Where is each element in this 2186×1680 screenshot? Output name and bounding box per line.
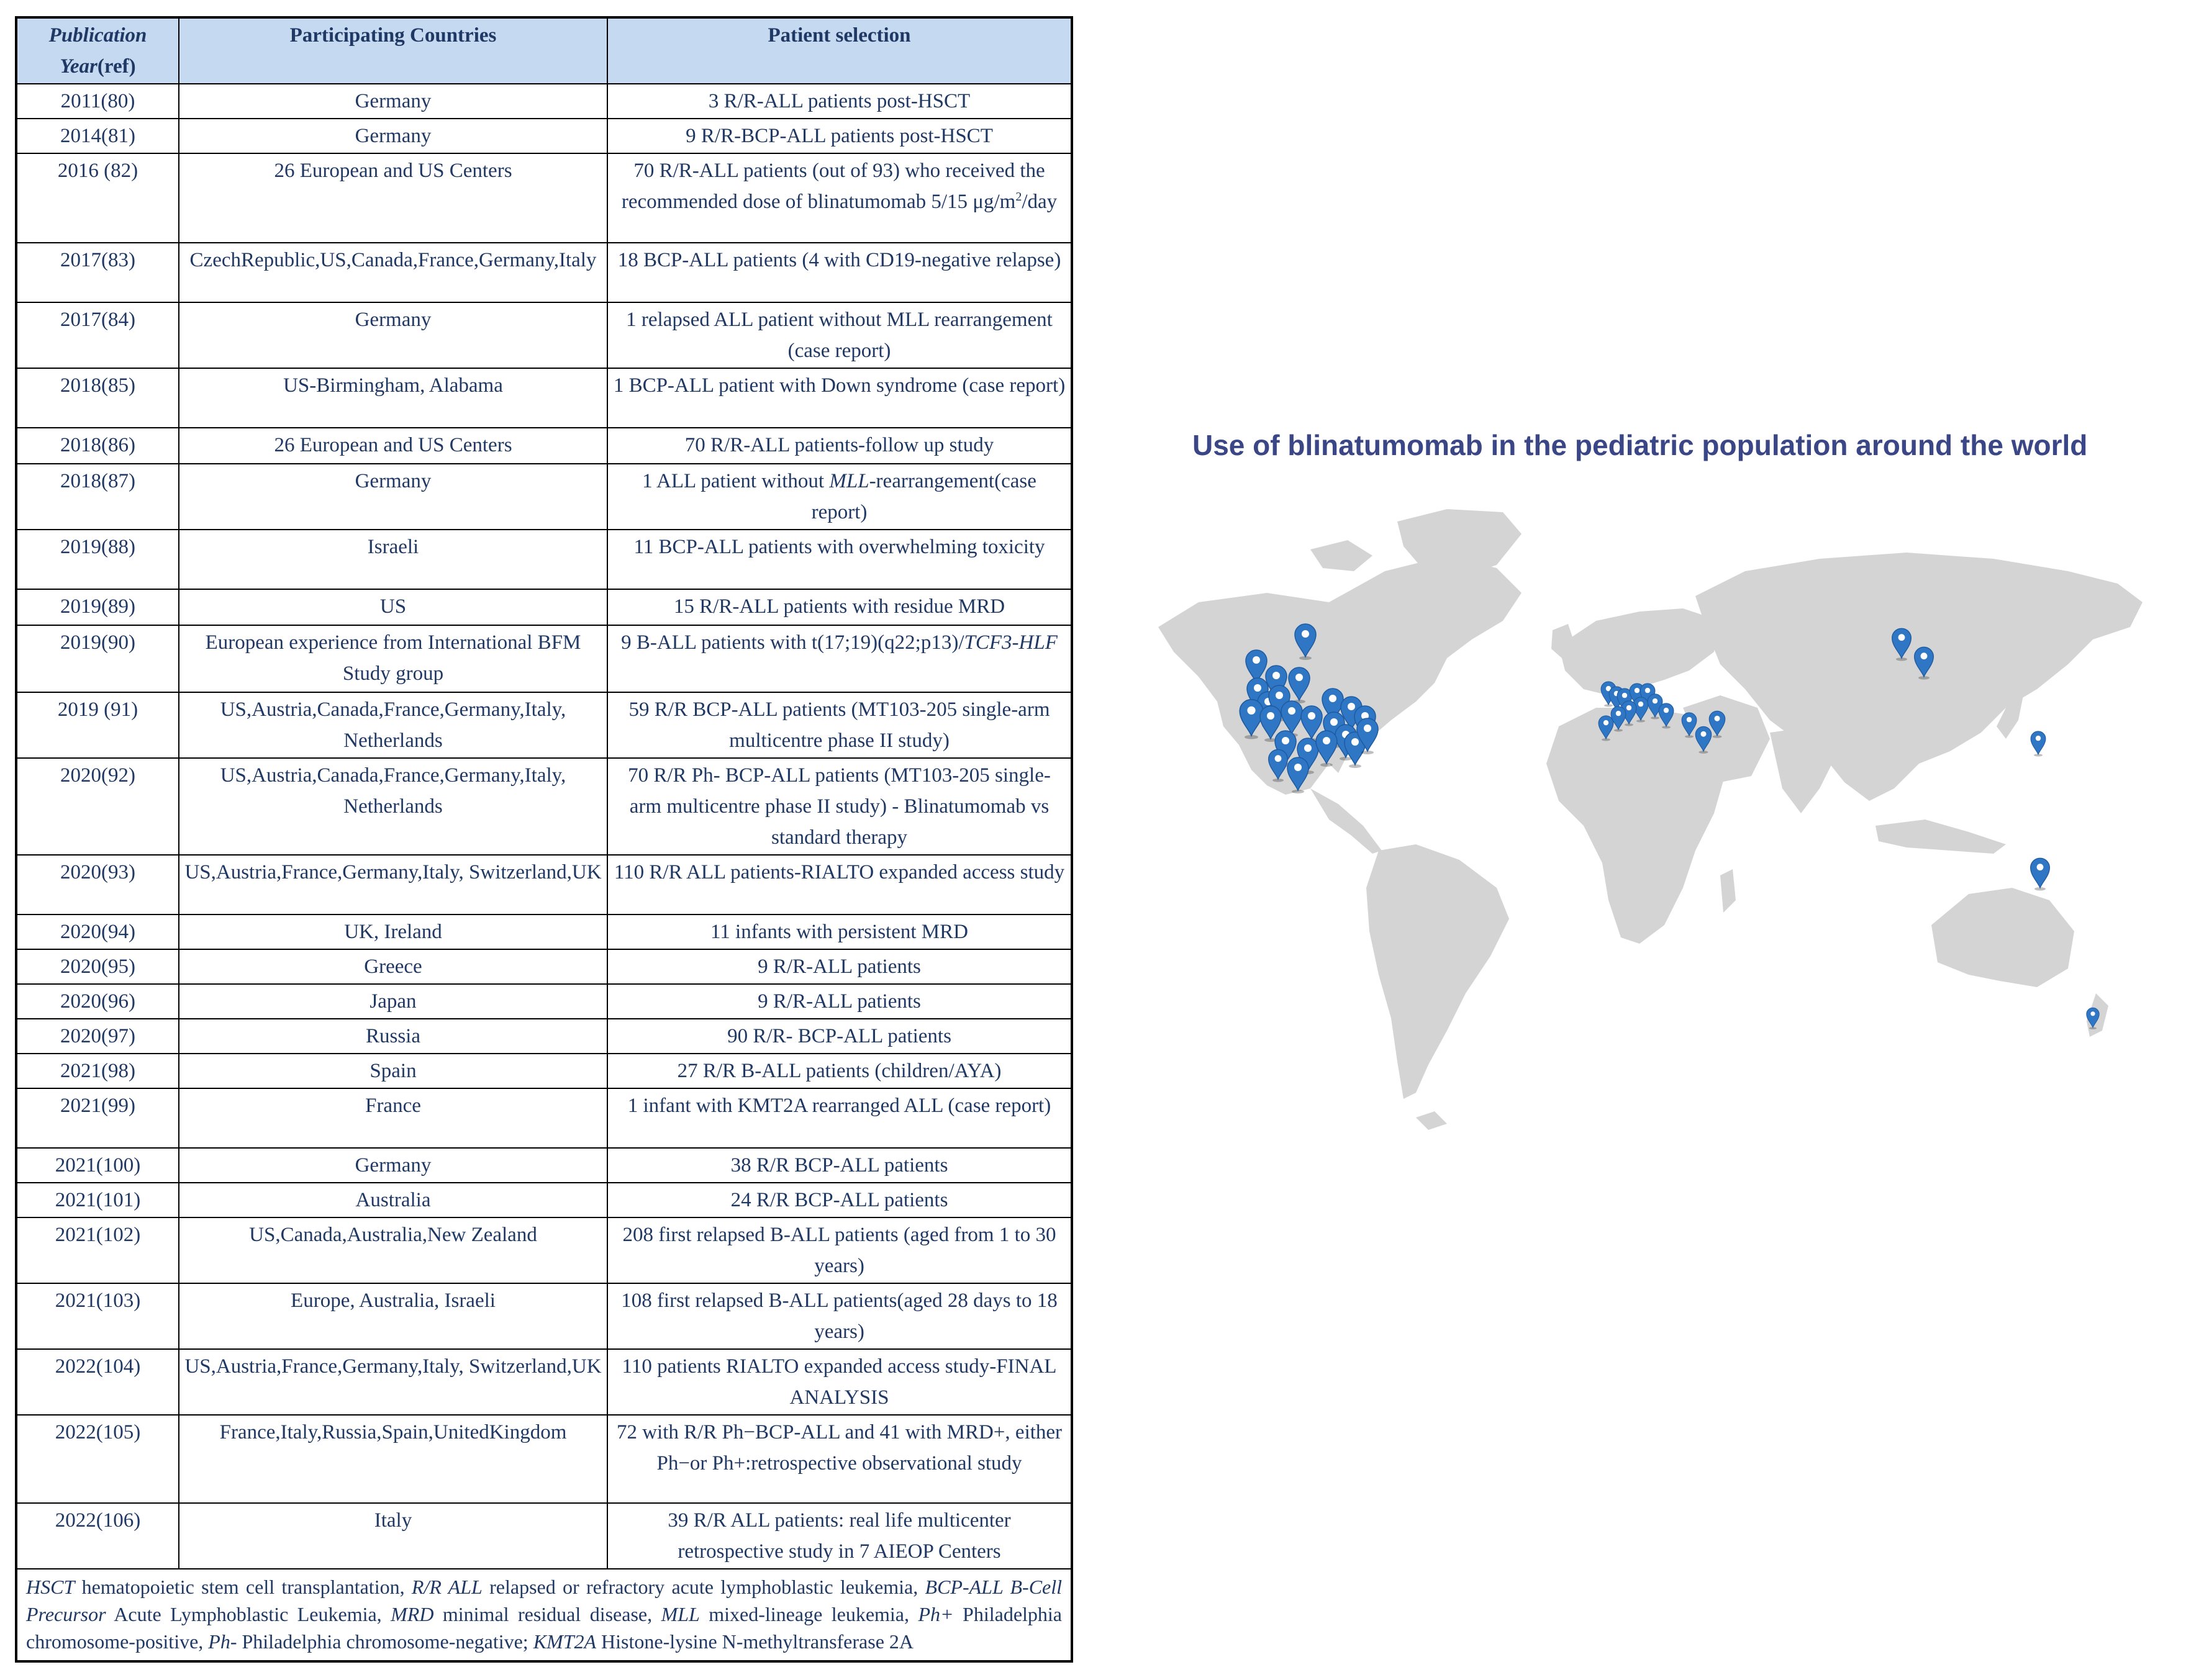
cell-patient-selection xyxy=(607,119,1072,153)
cell-patient-selection xyxy=(607,1217,1072,1283)
table-row xyxy=(16,915,1072,949)
table-row xyxy=(16,1148,1072,1183)
selection-text: 1 infant with KMT2A rearranged ALL (case report) xyxy=(627,1095,1051,1117)
selection-text: 110 R/R ALL patients-RIALTO expanded access study xyxy=(614,861,1065,883)
cell-year: 2020(95) xyxy=(16,949,179,984)
table-row xyxy=(16,1019,1072,1054)
selection-text: 24 R/R BCP-ALL patients xyxy=(730,1189,948,1211)
cell-patient-selection xyxy=(607,625,1072,692)
table-row xyxy=(16,368,1072,428)
note-abbreviation: MRD xyxy=(391,1603,434,1625)
note-definition: Acute Lymphoblastic Leukemia, xyxy=(106,1603,391,1625)
cell-countries: US,Austria,Canada,France,Germany,Italy, Netherlands xyxy=(179,758,607,855)
cell-year: 2018(87) xyxy=(16,464,179,530)
madagascar-landmass xyxy=(1720,869,1736,913)
cell-year: 2021(102) xyxy=(16,1217,179,1283)
note-abbreviation: HSCT xyxy=(26,1576,75,1598)
selection-text: 208 first relapsed B-ALL patients (aged from 1 to 30 years) xyxy=(622,1224,1056,1277)
cell-year: 2017(83) xyxy=(16,243,179,302)
arctic-islands-landmass xyxy=(1310,540,1372,571)
cell-countries: Spain xyxy=(179,1054,607,1088)
selection-text: 9 R/R-BCP-ALL patients post-HSCT xyxy=(686,125,993,147)
cell-countries: 26 European and US Centers xyxy=(179,428,607,464)
cell-year: 2019 (91) xyxy=(16,692,179,758)
world-map-panel xyxy=(1124,416,2180,1142)
cell-patient-selection xyxy=(607,243,1072,302)
table-row xyxy=(16,855,1072,915)
cell-countries: France,Italy,Russia,Spain,UnitedKingdom xyxy=(179,1415,607,1503)
cell-year: 2019(88) xyxy=(16,530,179,589)
cell-patient-selection xyxy=(607,1503,1072,1569)
table-row xyxy=(16,302,1072,368)
cell-countries: US,Austria,France,Germany,Italy, Switzerland,UK xyxy=(179,855,607,915)
note-definition: mixed-lineage leukemia, xyxy=(699,1603,918,1625)
header-patient-selection: Patient selection xyxy=(607,17,1072,84)
table-row xyxy=(16,984,1072,1019)
selection-text: 110 patients RIALTO expanded access study-FINAL ANALYSIS xyxy=(622,1355,1057,1409)
south-america-landmass xyxy=(1366,844,1509,1099)
table-body xyxy=(16,84,1072,1569)
publications-table xyxy=(15,16,1073,1663)
cell-countries: Russia xyxy=(179,1019,607,1054)
table-row xyxy=(16,530,1072,589)
selection-text: 1 ALL patient without xyxy=(642,470,830,492)
cell-year: 2011(80) xyxy=(16,84,179,119)
cell-patient-selection xyxy=(607,84,1072,119)
cell-countries: Germany xyxy=(179,464,607,530)
cell-countries: Europe, Australia, Israeli xyxy=(179,1283,607,1349)
cell-countries: Germany xyxy=(179,119,607,153)
cell-patient-selection xyxy=(607,153,1072,243)
cell-countries: CzechRepublic,US,Canada,France,Germany,Italy xyxy=(179,243,607,302)
note-definition: hematopoietic stem cell transplantation, xyxy=(75,1576,412,1598)
cell-patient-selection xyxy=(607,692,1072,758)
table-row xyxy=(16,1283,1072,1349)
selection-text: 9 R/R-ALL patients xyxy=(758,955,921,978)
selection-text: 90 R/R- BCP-ALL patients xyxy=(727,1025,951,1047)
table-notes-row xyxy=(16,1569,1072,1661)
abbreviation-notes xyxy=(16,1569,1072,1661)
cell-year: 2017(84) xyxy=(16,302,179,368)
publications-table-panel xyxy=(15,16,1071,1663)
europe-landmass xyxy=(1559,608,1720,695)
cell-year: 2022(106) xyxy=(16,1503,179,1569)
table-row xyxy=(16,153,1072,243)
table-row xyxy=(16,1503,1072,1569)
cell-countries: US,Canada,Australia,New Zealand xyxy=(179,1217,607,1283)
cell-patient-selection xyxy=(607,1148,1072,1183)
selection-text: 3 R/R-ALL patients post-HSCT xyxy=(708,90,971,112)
cell-year: 2020(92) xyxy=(16,758,179,855)
table-row xyxy=(16,1349,1072,1415)
cell-year: 2016 (82) xyxy=(16,153,179,243)
world-map xyxy=(1124,416,2180,1142)
table-row xyxy=(16,692,1072,758)
cell-countries: US,Austria,France,Germany,Italy, Switzerland,UK xyxy=(179,1349,607,1415)
cell-patient-selection xyxy=(607,949,1072,984)
cell-patient-selection xyxy=(607,1183,1072,1217)
selection-text: 72 with R/R Ph−BCP-ALL and 41 with MRD+, either Ph−or Ph+:retrospective observational study xyxy=(616,1421,1063,1475)
cell-year: 2020(96) xyxy=(16,984,179,1019)
cell-year: 2021(103) xyxy=(16,1283,179,1349)
antarctic-edge-landmass xyxy=(1416,1111,1447,1130)
table-row xyxy=(16,243,1072,302)
table-row xyxy=(16,464,1072,530)
cell-year: 2021(98) xyxy=(16,1054,179,1088)
table-row xyxy=(16,758,1072,855)
cell-patient-selection xyxy=(607,1415,1072,1503)
note-definition: Histone-lysine N-methyltransferase 2A xyxy=(596,1630,914,1653)
table-row xyxy=(16,1183,1072,1217)
cell-year: 2021(100) xyxy=(16,1148,179,1183)
table-row xyxy=(16,84,1072,119)
cell-patient-selection xyxy=(607,530,1072,589)
cell-countries: Greece xyxy=(179,949,607,984)
selection-text: 38 R/R BCP-ALL patients xyxy=(730,1154,948,1176)
cell-patient-selection xyxy=(607,855,1072,915)
selection-text: 108 first relapsed B-ALL patients(aged 28 days to 18 years) xyxy=(621,1289,1058,1343)
cell-countries: Japan xyxy=(179,984,607,1019)
asia-landmass xyxy=(1695,553,2143,801)
cell-patient-selection xyxy=(607,368,1072,428)
header-publication-year: Publication Year(ref) xyxy=(16,17,179,84)
note-definition: Philadelphia chromosome-negative; xyxy=(237,1630,533,1653)
cell-year: 2018(85) xyxy=(16,368,179,428)
selection-text: 70 R/R-ALL patients-follow up study xyxy=(684,434,994,456)
cell-year: 2022(105) xyxy=(16,1415,179,1503)
cell-year: 2019(89) xyxy=(16,589,179,625)
selection-text: 1 relapsed ALL patient without MLL rearrangement (case report) xyxy=(626,309,1053,362)
cell-year: 2018(86) xyxy=(16,428,179,464)
cell-year: 2021(101) xyxy=(16,1183,179,1217)
cell-patient-selection xyxy=(607,1019,1072,1054)
table-row xyxy=(16,1088,1072,1148)
cell-countries: 26 European and US Centers xyxy=(179,153,607,243)
selection-text: 39 R/R ALL patients: real life multicenter retrospective study in 7 AIEOP Centers xyxy=(668,1509,1011,1563)
cell-patient-selection xyxy=(607,1283,1072,1349)
table-row xyxy=(16,1217,1072,1283)
cell-patient-selection xyxy=(607,984,1072,1019)
selection-italic-text: MLL xyxy=(829,470,869,492)
selection-tail-text: /day xyxy=(1022,191,1058,213)
note-definition: relapsed or refractory acute lymphoblastic leukemia, xyxy=(482,1576,925,1598)
selection-text: 15 R/R-ALL patients with residue MRD xyxy=(673,595,1005,618)
cell-year: 2020(97) xyxy=(16,1019,179,1054)
cell-countries: US,Austria,Canada,France,Germany,Italy, Netherlands xyxy=(179,692,607,758)
cell-patient-selection xyxy=(607,758,1072,855)
cell-year: 2014(81) xyxy=(16,119,179,153)
cell-countries: UK, Ireland xyxy=(179,915,607,949)
note-abbreviation: Ph- xyxy=(208,1630,237,1653)
note-abbreviation: KMT2A xyxy=(533,1630,597,1653)
selection-tail-text: -rearrangement(case report) xyxy=(811,470,1036,523)
map-marker-icon xyxy=(2031,731,2046,757)
note-abbreviation: MLL xyxy=(661,1603,700,1625)
note-definition: Philadelphia chromosome-positive, xyxy=(26,1603,1063,1653)
cell-countries: Italy xyxy=(179,1503,607,1569)
note-abbreviation: R/R ALL xyxy=(411,1576,483,1598)
table-row xyxy=(16,428,1072,464)
cell-year: 2020(93) xyxy=(16,855,179,915)
selection-text: 18 BCP-ALL patients (4 with CD19-negative relapse) xyxy=(617,249,1061,271)
cell-patient-selection xyxy=(607,915,1072,949)
cell-countries: US-Birmingham, Alabama xyxy=(179,368,607,428)
table-row xyxy=(16,949,1072,984)
cell-year: 2020(94) xyxy=(16,915,179,949)
map-marker-icon xyxy=(2031,858,2050,890)
cell-year: 2021(99) xyxy=(16,1088,179,1148)
cell-countries: European experience from International BFM Study group xyxy=(179,625,607,692)
cell-patient-selection xyxy=(607,1054,1072,1088)
cell-countries: Germany xyxy=(179,302,607,368)
selection-text: 9 B-ALL patients with t(17;19)(q22;p13)/ xyxy=(621,631,964,654)
cell-patient-selection xyxy=(607,302,1072,368)
selection-text: 59 R/R BCP-ALL patients (MT103-205 single-arm multicentre phase II study) xyxy=(628,698,1050,752)
selection-text: 9 R/R-ALL patients xyxy=(758,990,921,1013)
note-definition: minimal residual disease, xyxy=(433,1603,661,1625)
selection-superscript: 2 xyxy=(1015,190,1022,204)
table-row xyxy=(16,1054,1072,1088)
cell-countries: France xyxy=(179,1088,607,1148)
note-abbreviation: BCP-ALL B-Cell Precursor xyxy=(26,1576,1063,1625)
selection-text: 70 R/R Ph- BCP-ALL patients (MT103-205 single-arm multicentre phase II study) - Blinatumomab vs standard therapy xyxy=(628,764,1051,849)
header-participating-countries: Participating Countries xyxy=(179,17,607,84)
map-title: Use of blinatumomab in the pediatric population around the world xyxy=(1192,429,2088,461)
cell-year: 2022(104) xyxy=(16,1349,179,1415)
cell-patient-selection xyxy=(607,464,1072,530)
selection-text: 1 BCP-ALL patient with Down syndrome (case report) xyxy=(613,374,1066,397)
note-abbreviation: Ph+ xyxy=(918,1603,954,1625)
cell-patient-selection xyxy=(607,1088,1072,1148)
australia-landmass xyxy=(1931,888,2074,987)
selection-text: 27 R/R B-ALL patients (children/AYA) xyxy=(677,1060,1002,1082)
selection-text: 11 infants with persistent MRD xyxy=(710,921,968,943)
table-row xyxy=(16,589,1072,625)
cell-countries: Australia xyxy=(179,1183,607,1217)
cell-patient-selection xyxy=(607,589,1072,625)
cell-year: 2019(90) xyxy=(16,625,179,692)
indonesia-landmass xyxy=(1875,820,2006,854)
selection-text: 70 R/R-ALL patients (out of 93) who received the recommended dose of blinatumomab 5/15 μg/m xyxy=(621,160,1045,213)
selection-italic-text: TCF3-HLF xyxy=(964,631,1058,654)
cell-patient-selection xyxy=(607,428,1072,464)
cell-countries: Germany xyxy=(179,84,607,119)
selection-text: 11 BCP-ALL patients with overwhelming toxicity xyxy=(633,536,1045,558)
table-header-row xyxy=(16,17,1072,84)
table-row xyxy=(16,119,1072,153)
cell-countries: Israeli xyxy=(179,530,607,589)
table-row xyxy=(16,1415,1072,1503)
cell-countries: US xyxy=(179,589,607,625)
cell-patient-selection xyxy=(607,1349,1072,1415)
central-america-landmass xyxy=(1310,788,1382,854)
table-row xyxy=(16,625,1072,692)
world-landmasses xyxy=(1158,509,2143,1130)
cell-countries: Germany xyxy=(179,1148,607,1183)
